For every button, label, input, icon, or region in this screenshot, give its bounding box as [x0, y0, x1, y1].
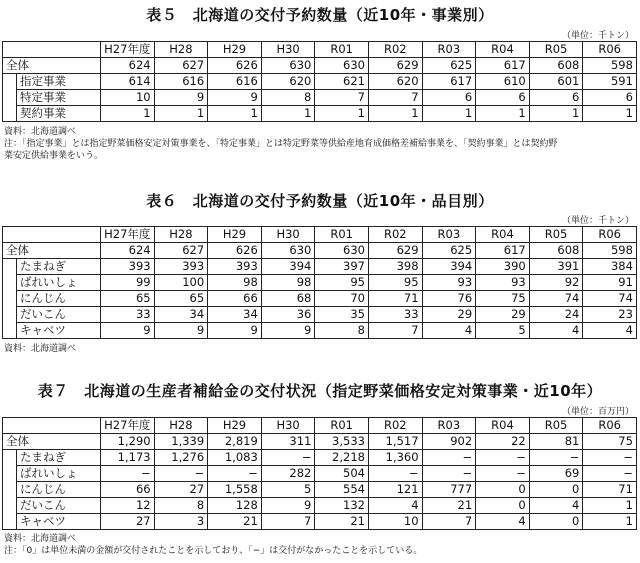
table6-cell: 9: [261, 323, 315, 339]
table6-cell: 7: [368, 323, 422, 339]
table6-source: 資料：北海道調べ: [4, 344, 77, 354]
table6-row-label: だいこん: [17, 307, 101, 323]
table7-cell: 69: [529, 466, 583, 482]
table6-header: R03: [422, 227, 476, 243]
table7-cell: −: [101, 466, 155, 482]
table5-row: [3, 106, 637, 122]
table5-corner: [3, 42, 101, 58]
table7-cell: 1,517: [368, 434, 422, 450]
table5-cell: 1: [529, 106, 583, 122]
table7-total-row: [3, 434, 637, 450]
table7-unit: （単位：百万円）: [561, 407, 634, 417]
table6-total-label: 全体: [3, 243, 101, 259]
table7-cell: 21: [422, 498, 476, 514]
table7-cell: −: [208, 466, 262, 482]
table6-cell: 98: [208, 275, 262, 291]
table7-cell: −: [422, 466, 476, 482]
table7-cell: 21: [315, 514, 369, 530]
table5-cell: 1: [261, 106, 315, 122]
table6-row-label: キャベツ: [17, 323, 101, 339]
table7-cell: 22: [476, 434, 530, 450]
table5-cell: 6: [529, 90, 583, 106]
table7-cell: 1: [583, 498, 637, 514]
table6-cell: 70: [315, 291, 369, 307]
table6-cell: 65: [101, 291, 155, 307]
table5-row: [3, 74, 637, 90]
table6-indent-spacer: [3, 275, 17, 291]
table7-cell: 0: [476, 498, 530, 514]
table6-cell: 99: [101, 275, 155, 291]
table6-cell: 68: [261, 291, 315, 307]
table6-cell: 608: [529, 243, 583, 259]
table6-indent-spacer: [3, 259, 17, 275]
table6-row: [3, 323, 637, 339]
table7-indent-spacer: [3, 450, 17, 466]
table6-cell: 33: [101, 307, 155, 323]
table6-cell: 626: [208, 243, 262, 259]
table7-header: R02: [368, 418, 422, 434]
table7-cell: 4: [368, 498, 422, 514]
table7-row-label: にんじん: [17, 482, 101, 498]
table6-header: H27年度: [101, 227, 155, 243]
table5-cell: 1: [101, 106, 155, 122]
table5-row-label: 特定事業: [17, 90, 101, 106]
table6-header-row: [3, 227, 637, 243]
table7-cell: 1,083: [208, 450, 262, 466]
table5-cell: 8: [261, 90, 315, 106]
table6-cell: 625: [422, 243, 476, 259]
table7-cell: 0: [529, 482, 583, 498]
table5-cell: 617: [476, 58, 530, 74]
table6-cell: 394: [261, 259, 315, 275]
table7-cell: 12: [101, 498, 155, 514]
table7: [2, 417, 637, 530]
table7-cell: −: [422, 450, 476, 466]
table6-header: R04: [476, 227, 530, 243]
table7-row: [3, 450, 637, 466]
table7-cell: 9: [261, 498, 315, 514]
table5-cell: 1: [368, 106, 422, 122]
table6-cell: 71: [368, 291, 422, 307]
table7-cell: 75: [583, 434, 637, 450]
table6-row-label: ばれいしょ: [17, 275, 101, 291]
table6-cell: 95: [315, 275, 369, 291]
table5-cell: 630: [261, 58, 315, 74]
table5-cell: 6: [476, 90, 530, 106]
table7-cell: −: [368, 466, 422, 482]
table7-row-label: たまねぎ: [17, 450, 101, 466]
table6-header: H30: [261, 227, 315, 243]
table6-cell: 398: [368, 259, 422, 275]
table6-cell: 36: [261, 307, 315, 323]
table5-header: R03: [422, 42, 476, 58]
table5-cell: 620: [368, 74, 422, 90]
table7-row: [3, 498, 637, 514]
table7-cell: 128: [208, 498, 262, 514]
table6-unit: （単位：千トン）: [561, 216, 634, 226]
table7-row-label: ばれいしょ: [17, 466, 101, 482]
table6-total-row: [3, 243, 637, 259]
table7-cell: 4: [476, 514, 530, 530]
table5-cell: 626: [208, 58, 262, 74]
table7-indent-spacer: [3, 466, 17, 482]
table6-cell: 598: [583, 243, 637, 259]
table6-row: [3, 291, 637, 307]
table7-cell: 1,290: [101, 434, 155, 450]
table5-source: 資料：北海道調べ: [4, 127, 77, 137]
table5-cell: 1: [154, 106, 208, 122]
table7-cell: 1,173: [101, 450, 155, 466]
table7-cell: −: [261, 450, 315, 466]
table7-cell: 81: [529, 434, 583, 450]
table5-cell: 614: [101, 74, 155, 90]
table6-row: [3, 275, 637, 291]
table5-total-row: [3, 58, 637, 74]
table6-header: R01: [315, 227, 369, 243]
table5-cell: 1: [583, 106, 637, 122]
table6-cell: 76: [422, 291, 476, 307]
table6-cell: 393: [208, 259, 262, 275]
table6-cell: 65: [154, 291, 208, 307]
table6-cell: 29: [476, 307, 530, 323]
table7-header: R01: [315, 418, 369, 434]
table6-row: [3, 259, 637, 275]
table6-cell: 5: [476, 323, 530, 339]
table6-cell: 630: [261, 243, 315, 259]
table5-header: R04: [476, 42, 530, 58]
table6-cell: 627: [154, 243, 208, 259]
table5-cell: 10: [101, 90, 155, 106]
table5-cell: 629: [368, 58, 422, 74]
table5-cell: 616: [208, 74, 262, 90]
table7-indent-spacer: [3, 514, 17, 530]
table7-cell: 27: [101, 514, 155, 530]
table5-cell: 601: [529, 74, 583, 90]
table6-title: 表６ 北海道の交付予約数量（近10年・品目別）: [146, 192, 494, 210]
table5-cell: 9: [208, 90, 262, 106]
table7-row: [3, 482, 637, 498]
table7-cell: 1,276: [154, 450, 208, 466]
table6-cell: 23: [583, 307, 637, 323]
table7-row: [3, 514, 637, 530]
table6-header: R06: [583, 227, 637, 243]
table5-header: R01: [315, 42, 369, 58]
table6-cell: 4: [422, 323, 476, 339]
table6-cell: 8: [315, 323, 369, 339]
table5-cell: 624: [101, 58, 155, 74]
table5-cell: 1: [422, 106, 476, 122]
table7-total-label: 全体: [3, 434, 101, 450]
table5-row-label: 指定事業: [17, 74, 101, 90]
table7-header: R05: [529, 418, 583, 434]
table7-cell: −: [529, 450, 583, 466]
table7-header: R03: [422, 418, 476, 434]
table7-corner: [3, 418, 101, 434]
table6-cell: 9: [208, 323, 262, 339]
table7-cell: 66: [101, 482, 155, 498]
table6-row-label: たまねぎ: [17, 259, 101, 275]
table5-header: H27年度: [101, 42, 155, 58]
table6-cell: 74: [583, 291, 637, 307]
table7-cell: −: [476, 450, 530, 466]
table5-cell: 6: [422, 90, 476, 106]
table5-note-line2: 菜安定供給事業をいう。: [4, 151, 104, 161]
table5-cell: 617: [422, 74, 476, 90]
table5-cell: 616: [154, 74, 208, 90]
table6-cell: 617: [476, 243, 530, 259]
table5-cell: 1: [208, 106, 262, 122]
table5-header: H28: [154, 42, 208, 58]
table6-cell: 91: [583, 275, 637, 291]
table7-cell: 21: [208, 514, 262, 530]
table5-row: [3, 90, 637, 106]
table7-cell: −: [154, 466, 208, 482]
table7-cell: 0: [476, 482, 530, 498]
table7-cell: 4: [529, 498, 583, 514]
table7-cell: 10: [368, 514, 422, 530]
table7-cell: 902: [422, 434, 476, 450]
table5-cell: 608: [529, 58, 583, 74]
table6-cell: 95: [368, 275, 422, 291]
table7-header: H30: [261, 418, 315, 434]
table5-title: 表５ 北海道の交付予約数量（近10年・事業別）: [146, 6, 494, 24]
table6-row: [3, 307, 637, 323]
table6-cell: 34: [208, 307, 262, 323]
table6-cell: 93: [476, 275, 530, 291]
table7-cell: 7: [422, 514, 476, 530]
table6-header: R05: [529, 227, 583, 243]
table6-cell: 93: [422, 275, 476, 291]
table7-cell: −: [583, 466, 637, 482]
table7-header: H27年度: [101, 418, 155, 434]
table6-cell: 393: [101, 259, 155, 275]
table5-cell: 7: [368, 90, 422, 106]
table5-cell: 627: [154, 58, 208, 74]
table6-cell: 393: [154, 259, 208, 275]
table5-cell: 610: [476, 74, 530, 90]
table5-cell: 1: [315, 106, 369, 122]
table7-cell: −: [476, 466, 530, 482]
table6-cell: 630: [315, 243, 369, 259]
table7-indent-spacer: [3, 498, 17, 514]
table7-cell: 71: [583, 482, 637, 498]
table7-cell: 7: [261, 514, 315, 530]
table7-cell: 121: [368, 482, 422, 498]
table5-indent-spacer: [3, 106, 17, 122]
table7-cell: 132: [315, 498, 369, 514]
table6-cell: 4: [529, 323, 583, 339]
table7-cell: 282: [261, 466, 315, 482]
table5-header-row: [3, 42, 637, 58]
table7-title: 表７ 北海道の生産者補給金の交付状況（指定野菜価格安定対策事業・近10年）: [37, 382, 603, 400]
table6-cell: 98: [261, 275, 315, 291]
table5-cell: 7: [315, 90, 369, 106]
table6-cell: 629: [368, 243, 422, 259]
table5: [2, 41, 637, 122]
table6: [2, 226, 637, 339]
table6-cell: 75: [476, 291, 530, 307]
table7-header: H29: [208, 418, 262, 434]
table6-cell: 391: [529, 259, 583, 275]
table6-cell: 33: [368, 307, 422, 323]
table7-header: R06: [583, 418, 637, 434]
table6-cell: 9: [154, 323, 208, 339]
table7-row-label: だいこん: [17, 498, 101, 514]
table7-cell: 554: [315, 482, 369, 498]
table6-cell: 34: [154, 307, 208, 323]
table6-cell: 74: [529, 291, 583, 307]
table7-cell: 0: [529, 514, 583, 530]
table7-cell: 1,339: [154, 434, 208, 450]
table7-row-label: キャベツ: [17, 514, 101, 530]
table7-row: [3, 466, 637, 482]
table6-cell: 24: [529, 307, 583, 323]
table7-cell: 3: [154, 514, 208, 530]
table7-cell: 1,558: [208, 482, 262, 498]
table5-cell: 630: [315, 58, 369, 74]
table5-cell: 6: [583, 90, 637, 106]
table6-cell: 29: [422, 307, 476, 323]
table6-indent-spacer: [3, 291, 17, 307]
table6-cell: 624: [101, 243, 155, 259]
table6-cell: 390: [476, 259, 530, 275]
table5-note-line1: 注：「指定事業」とは指定野菜価格安定対策事業を、「特定事業」とは特定野菜等供給産地育成価格差補給事業を、「契約事業」とは契約野: [4, 139, 558, 149]
table6-indent-spacer: [3, 307, 17, 323]
table6-row-label: にんじん: [17, 291, 101, 307]
table6-cell: 92: [529, 275, 583, 291]
table6-corner: [3, 227, 101, 243]
table5-header: H30: [261, 42, 315, 58]
table7-header: R04: [476, 418, 530, 434]
table5-header: R02: [368, 42, 422, 58]
table7-cell: 2,819: [208, 434, 262, 450]
table5-cell: 620: [261, 74, 315, 90]
table5-header: R05: [529, 42, 583, 58]
table6-indent-spacer: [3, 323, 17, 339]
table6-cell: 9: [101, 323, 155, 339]
table5-header: H29: [208, 42, 262, 58]
table6-header: R02: [368, 227, 422, 243]
table5-cell: 1: [476, 106, 530, 122]
table5-cell: 9: [154, 90, 208, 106]
table7-cell: −: [583, 450, 637, 466]
table5-indent-spacer: [3, 90, 17, 106]
table7-cell: 5: [261, 482, 315, 498]
table6-cell: 4: [583, 323, 637, 339]
table6-cell: 384: [583, 259, 637, 275]
table5-cell: 591: [583, 74, 637, 90]
table5-row-label: 契約事業: [17, 106, 101, 122]
table6-cell: 66: [208, 291, 262, 307]
table6-cell: 35: [315, 307, 369, 323]
table7-header-row: [3, 418, 637, 434]
table5-header: R06: [583, 42, 637, 58]
table7-source: 資料：北海道調べ: [4, 534, 77, 544]
table5-cell: 621: [315, 74, 369, 90]
table7-cell: 1,360: [368, 450, 422, 466]
table7-note-line1: 注：「0」は単位未満の金額が交付されたことを示しており、「−」は交付がなかったことを示している。: [4, 546, 423, 556]
table7-cell: 1: [583, 514, 637, 530]
table6-header: H29: [208, 227, 262, 243]
table6-header: H28: [154, 227, 208, 243]
table7-cell: 311: [261, 434, 315, 450]
table5-cell: 598: [583, 58, 637, 74]
table7-cell: 27: [154, 482, 208, 498]
table7-cell: 3,533: [315, 434, 369, 450]
table5-unit: （単位：千トン）: [561, 31, 634, 41]
table7-indent-spacer: [3, 482, 17, 498]
table7-header: H28: [154, 418, 208, 434]
table5-indent-spacer: [3, 74, 17, 90]
table7-cell: 8: [154, 498, 208, 514]
table6-cell: 394: [422, 259, 476, 275]
table7-cell: 504: [315, 466, 369, 482]
table7-cell: 2,218: [315, 450, 369, 466]
table7-cell: 777: [422, 482, 476, 498]
table6-cell: 397: [315, 259, 369, 275]
table6-cell: 100: [154, 275, 208, 291]
table5-cell: 625: [422, 58, 476, 74]
table5-total-label: 全体: [3, 58, 101, 74]
